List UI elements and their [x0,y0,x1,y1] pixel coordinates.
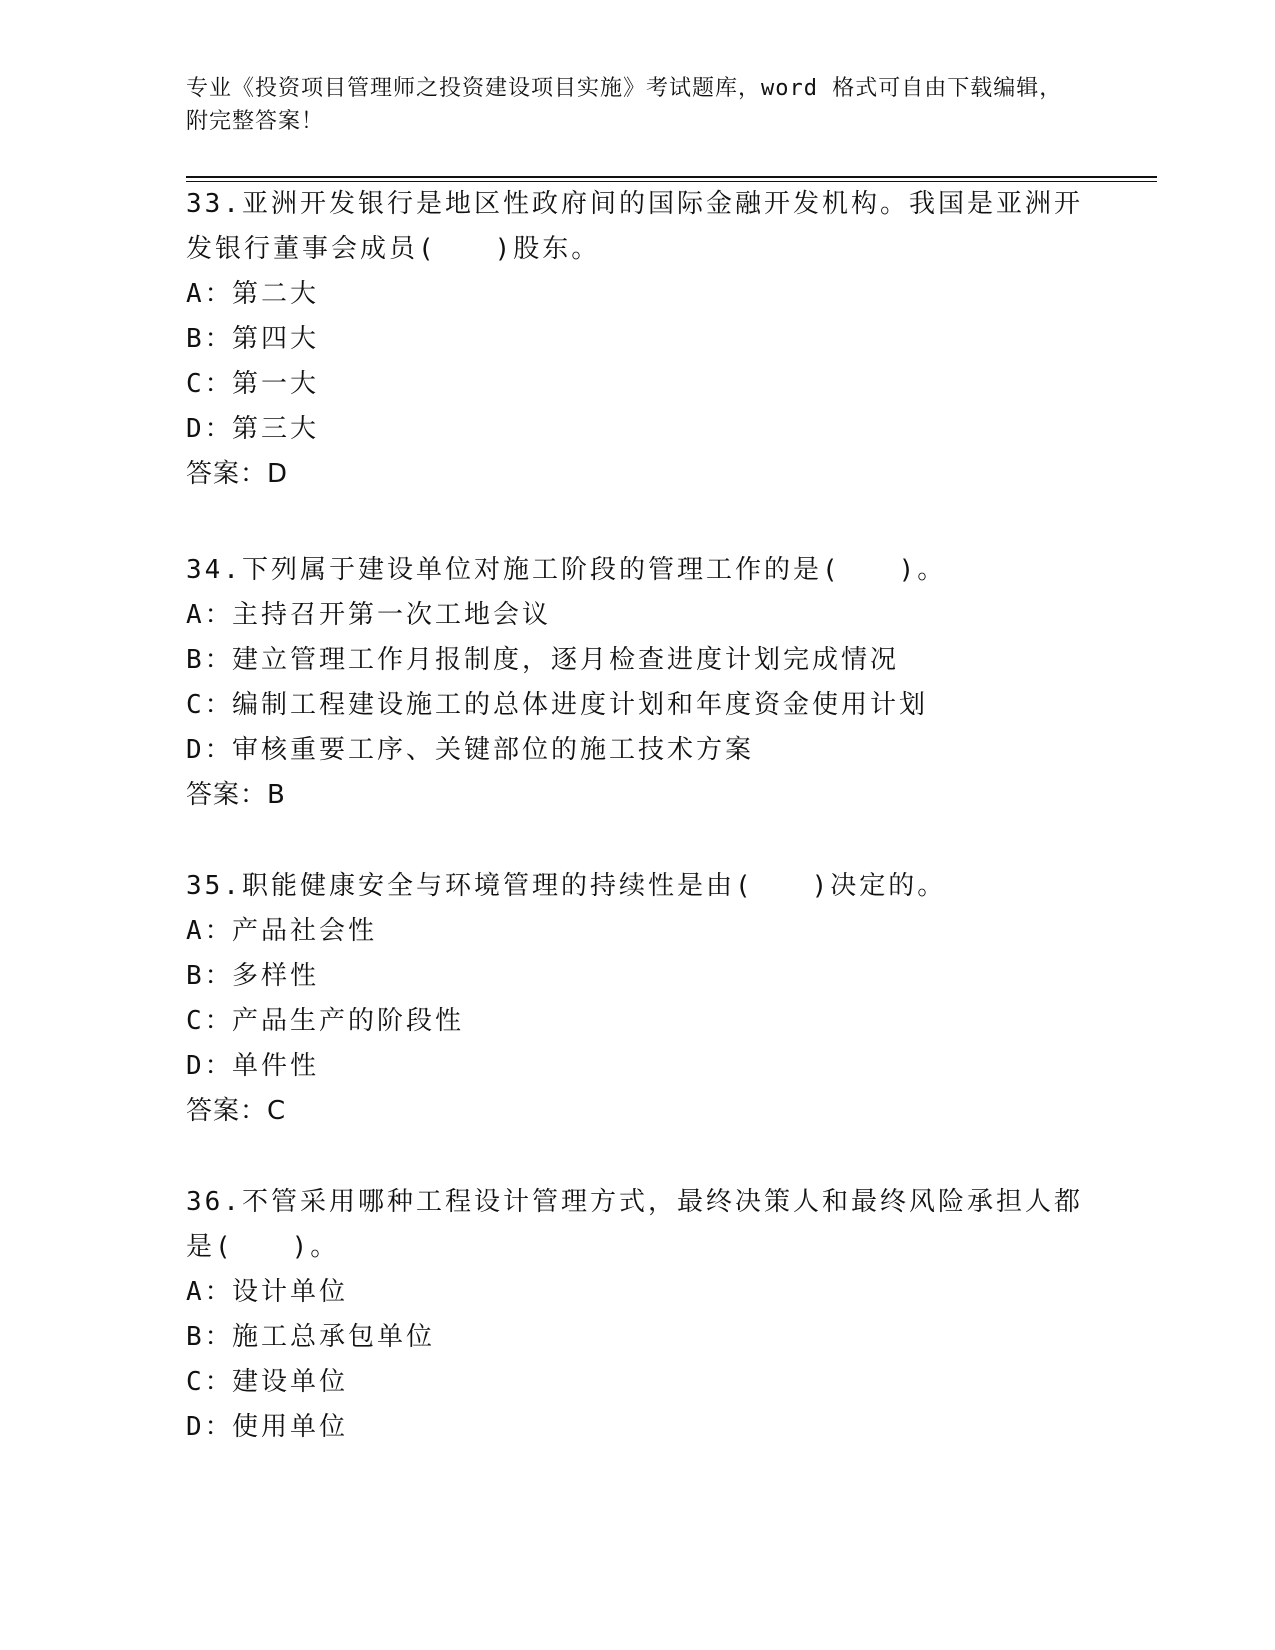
option-text: 多样性 [232,961,320,991]
option-a [186,1270,1086,1315]
option-letter: B： [186,1322,234,1352]
option-letter: A： [186,1277,234,1307]
option-letter: C： [186,690,234,720]
option-letter: C： [186,369,234,399]
option-letter: D： [186,1051,234,1081]
option-text: 编制工程建设施工的总体进度计划和年度资金使用计划 [232,690,929,720]
option-text: 建设单位 [232,1367,349,1397]
option-c [186,362,1086,407]
question-stem: 34.下列属于建设单位对施工阶段的管理工作的是( )。 [186,555,947,585]
document-header: 专业《投资项目管理师之投资建设项目实施》考试题库，word 格式可自由下载编辑，附完整答案！ [186,76,1063,134]
option-text: 单件性 [232,1051,320,1081]
option-letter: B： [186,961,234,991]
option-letter: D： [186,735,234,765]
question-stem: 33.亚洲开发银行是地区性政府间的国际金融开发机构。我国是亚洲开发银行董事会成员( )股东。 [186,189,1083,264]
option-letter: C： [186,1006,234,1036]
question-stem: 35.职能健康安全与环境管理的持续性是由( )决定的。 [186,871,947,901]
question-36 [186,1180,1086,1450]
option-d [186,407,1086,452]
option-text: 使用单位 [232,1412,349,1442]
answer-label: 答案：D [186,459,289,489]
option-text: 审核重要工序、关键部位的施工技术方案 [232,735,755,765]
option-d [186,728,1086,773]
option-text: 第二大 [232,279,320,309]
option-c [186,1360,1086,1405]
option-text: 主持召开第一次工地会议 [232,600,552,630]
option-b [186,1315,1086,1360]
answer-label: 答案：B [186,780,286,810]
option-a [186,909,1086,954]
option-text: 第四大 [232,324,320,354]
option-b [186,954,1086,999]
option-letter: B： [186,324,234,354]
option-letter: D： [186,1412,234,1442]
option-c [186,683,1086,728]
option-text: 建立管理工作月报制度，逐月检查进度计划完成情况 [232,645,900,675]
option-text: 产品社会性 [232,916,378,946]
option-a [186,593,1086,638]
option-b [186,317,1086,362]
option-text: 产品生产的阶段性 [232,1006,465,1036]
question-33 [186,182,1086,497]
option-letter: A： [186,600,234,630]
option-text: 施工总承包单位 [232,1322,436,1352]
option-a [186,272,1086,317]
question-stem: 36.不管采用哪种工程设计管理方式，最终决策人和最终风险承担人都是( )。 [186,1187,1083,1262]
question-34 [186,548,1086,818]
option-letter: B： [186,645,234,675]
option-d [186,1405,1086,1450]
question-35 [186,864,1086,1134]
option-letter: D： [186,414,234,444]
option-d [186,1044,1086,1089]
option-letter: A： [186,916,234,946]
answer-label: 答案：C [186,1096,287,1126]
option-b [186,638,1086,683]
option-text: 第三大 [232,414,320,444]
option-text: 设计单位 [232,1277,349,1307]
option-text: 第一大 [232,369,320,399]
option-c [186,999,1086,1044]
option-letter: A： [186,279,234,309]
option-letter: C： [186,1367,234,1397]
